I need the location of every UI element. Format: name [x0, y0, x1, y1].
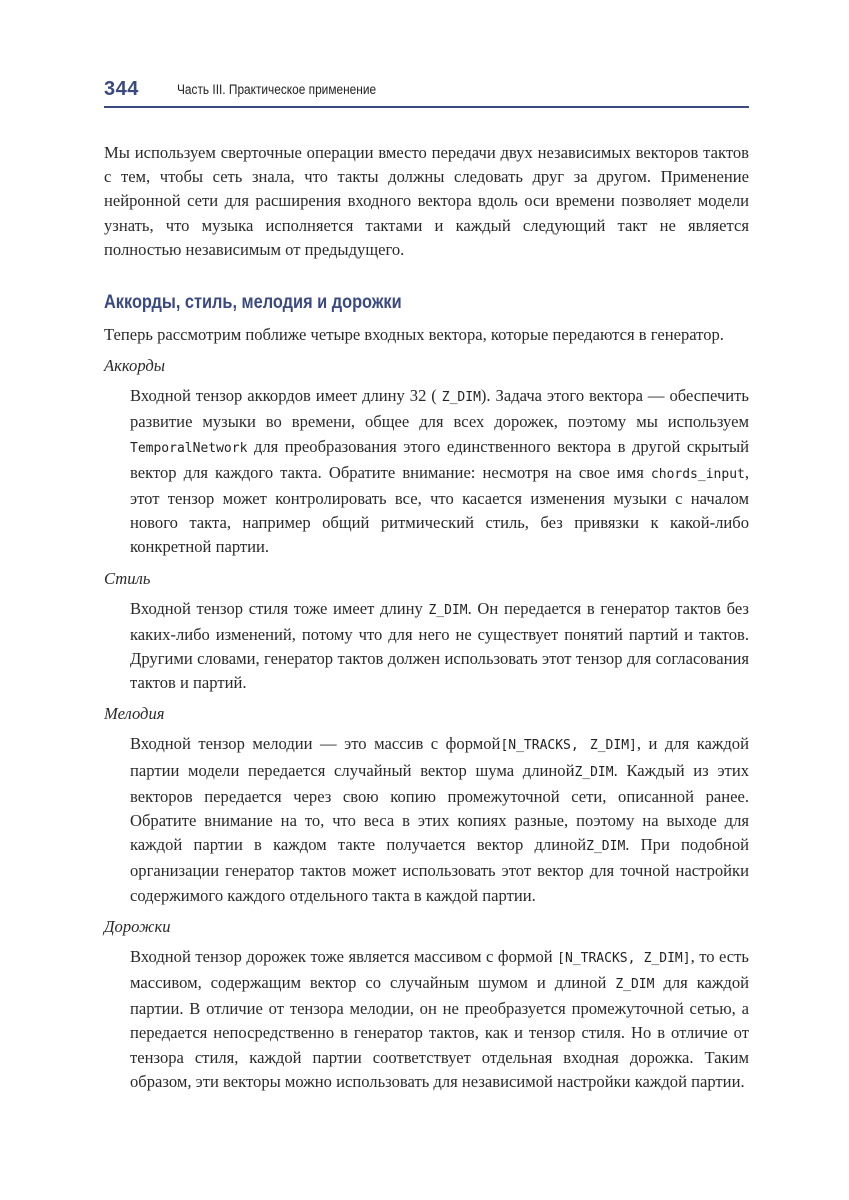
inline-code: Z_DIM [615, 977, 655, 993]
inline-code: TemporalNetwork [130, 440, 248, 456]
inline-code: Z_DIM [574, 764, 614, 780]
definition-body: Входной тензор стиля тоже имеет длину Z_DIM. Он передается в генератор тактов без каких-либо изменений, потому что для него не существует понятий партий и тактов. Другими словами, генератор тактов должен использовать этот тензор для согласования тактов и партий. [130, 598, 749, 693]
inline-code: Z_DIM [428, 602, 468, 618]
inline-code: Z_DIM [441, 390, 481, 406]
definition-body: Входной тензор аккордов имеет длину 32 ( Z_DIM). Задача этого вектора — обеспечить развитие музыки во времени, общее для всех дорожек, поэтому мы используем TemporalNetwork для преобразования этого единственного вектора в другой скрытый вектор для каждого такта. Обратите внимание: несмотря на свое имя chords_input, этот тензор может контролировать все, что касается изменения музыки с началом нового такта, например общий ритмический стиль, без привязки к какой-либо конкретной партии. [130, 386, 749, 557]
definition-tracks [104, 915, 749, 1094]
intro-paragraph: Мы используем сверточные операции вместо передачи двух независимых векторов тактов с тем, чтобы сеть знала, что такты должны следовать друг за другом. Применение нейронной сети для расширения входного вектора вдоль оси времени позволяет модели узнать, что музыка исполняется тактами и каждый следующий такт не является полностью независимым от предыдущего. [104, 143, 749, 259]
header-rule [104, 106, 749, 108]
running-title: Часть III. Практическое применение [177, 82, 377, 97]
definition-melody [104, 702, 749, 907]
definition-term: Аккорды [104, 356, 166, 376]
inline-code: Z_DIM [586, 839, 626, 855]
definition-body: Входной тензор дорожек тоже является массивом с формой [N_TRACKS, Z_DIM], то есть массивом, содержащим вектор со случайным шумом и длиной Z_DIM для каждой партии. В отличие от тензора мелодии, он не преобразуется промежуточной сетью, а передается непосредственно в генератор тактов, как и тензор стиля. Но в отличие от тензора стиля, каждой партии соответствует отдельная входная дорожка. Таким образом, эти векторы можно использовать для независимой настройки каждой партии. [130, 946, 749, 1091]
inline-code: [N_TRACKS, Z_DIM] [557, 950, 691, 966]
definition-style [104, 567, 749, 696]
definition-chords [104, 354, 749, 559]
section-lead-paragraph: Теперь рассмотрим поближе четыре входных вектора, которые передаются в генератор. [104, 325, 724, 345]
page-body [104, 141, 749, 1101]
page-number: 344 [104, 78, 139, 100]
definition-term: Мелодия [104, 704, 165, 724]
page-header [104, 78, 749, 108]
inline-code: chords_input [650, 466, 745, 482]
definition-term: Стиль [104, 568, 151, 588]
definition-term: Дорожки [104, 916, 171, 936]
section-heading: Аккорды, стиль, мелодия и дорожки [104, 292, 402, 314]
inline-code: [N_TRACKS, Z_DIM] [500, 738, 637, 754]
definition-body: Входной тензор мелодии — это массив с формой[N_TRACKS, Z_DIM], и для каждой партии модели передается случайный вектор шума длинойZ_DIM. Каждый из этих векторов передается через свою копию промежуточной сети, описанной ранее. Обратите внимание на то, что веса в этих копиях разные, поэтому на выходе для каждой партии в каждом такте получается вектор длинойZ_DIM. При подобной организации генератор тактов может использовать этот вектор для точной настройки содержимого каждого отдельного такта в каждой партии. [130, 734, 749, 905]
